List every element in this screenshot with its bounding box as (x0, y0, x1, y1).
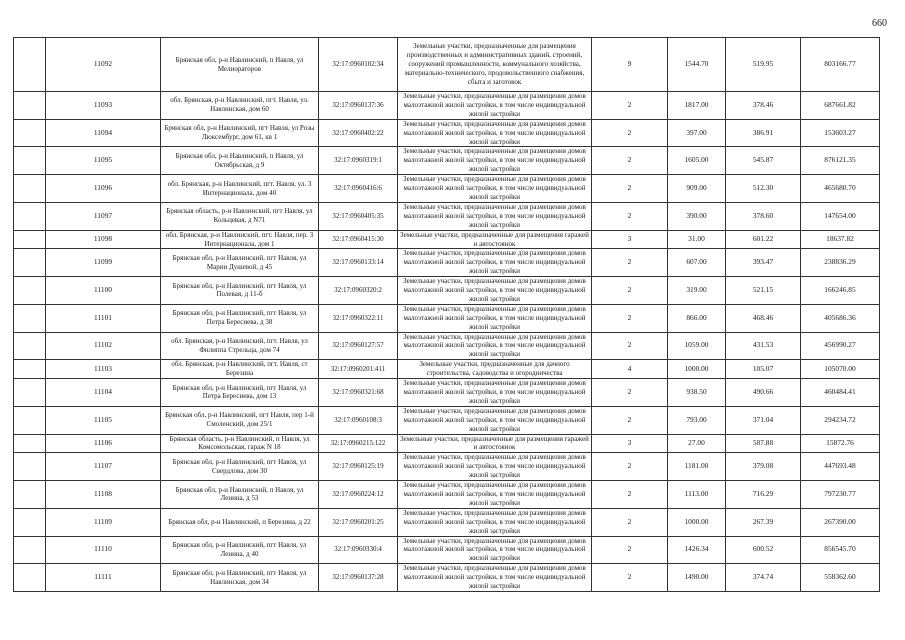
address-cell: Брянская обл, р-н Навлинский, п Навля, ул Октябрьская, д 9 (161, 147, 319, 175)
blank-cell (14, 202, 46, 230)
address-cell: Брянская обл, р-н Навлинский, п Березина, д 22 (161, 508, 319, 536)
table-row (14, 453, 880, 481)
specific-value-cell: 374.74 (726, 564, 801, 592)
area-cell: 319.00 (668, 277, 726, 305)
cadastral-number-cell: 32:17:0960108:3 (319, 406, 398, 434)
area-cell: 397.00 (668, 119, 726, 147)
area-cell: 607.00 (668, 249, 726, 277)
use-group-cell: 2 (592, 202, 668, 230)
cadastral-number-cell: 32:17:0960405:35 (319, 202, 398, 230)
blank-cell (14, 434, 46, 453)
address-cell: обл. Брянская, р-н Навлинский, пгт. Навля, ст Березина (161, 360, 319, 379)
land-use-cell: Земельные участки, предназначенные для размещения домов малоэтажной жилой застройки, в том числе индивидуальной жилой застройки (398, 249, 592, 277)
record-number-cell: 11095 (46, 147, 161, 175)
cadastral-value-cell: 460484.41 (801, 379, 880, 407)
cadastral-number-cell: 32:17:0960224:12 (319, 481, 398, 509)
record-number-cell: 11102 (46, 332, 161, 360)
use-group-cell: 2 (592, 304, 668, 332)
specific-value-cell: 601.22 (726, 230, 801, 249)
address-cell: Брянская обл, р-н Навлинский, пгт Навля, ул Свердлова, дом 30 (161, 453, 319, 481)
area-cell: 1544.70 (668, 38, 726, 92)
area-cell: 1000.00 (668, 360, 726, 379)
land-use-cell: Земельные участки, предназначенные для размещения домов малоэтажной жилой застройки, в том числе индивидуальной жилой застройки (398, 147, 592, 175)
table-row (14, 379, 880, 407)
area-cell: 27.00 (668, 434, 726, 453)
cadastral-number-cell: 32:17:0960402:22 (319, 119, 398, 147)
table-row (14, 508, 880, 536)
cadastral-number-cell: 32:17:0960137:28 (319, 564, 398, 592)
blank-cell (14, 147, 46, 175)
area-cell: 1181.00 (668, 453, 726, 481)
land-use-cell: Земельные участки, предназначенные для размещения домов малоэтажной жилой застройки, в том числе индивидуальной жилой застройки (398, 536, 592, 564)
page-number: 660 (872, 18, 887, 29)
blank-cell (14, 277, 46, 305)
cadastral-number-cell: 32:17:0960322:11 (319, 304, 398, 332)
use-group-cell: 4 (592, 360, 668, 379)
record-number-cell: 11101 (46, 304, 161, 332)
blank-cell (14, 360, 46, 379)
specific-value-cell: 490.66 (726, 379, 801, 407)
use-group-cell: 3 (592, 230, 668, 249)
use-group-cell: 2 (592, 379, 668, 407)
area-cell: 31.00 (668, 230, 726, 249)
table-row (14, 230, 880, 249)
cadastral-value-cell: 105070.00 (801, 360, 880, 379)
specific-value-cell: 378.60 (726, 202, 801, 230)
area-cell: 1113.00 (668, 481, 726, 509)
table-row (14, 202, 880, 230)
record-number-cell: 11111 (46, 564, 161, 592)
record-number-cell: 11104 (46, 379, 161, 407)
cadastral-number-cell: 32:17:0960215:122 (319, 434, 398, 453)
table-row (14, 332, 880, 360)
table-row (14, 119, 880, 147)
record-number-cell: 11110 (46, 536, 161, 564)
cadastral-value-cell: 876121.35 (801, 147, 880, 175)
record-number-cell: 11109 (46, 508, 161, 536)
land-use-cell: Земельные участки, предназначенные для размещения домов малоэтажной жилой застройки, в том числе индивидуальной жилой застройки (398, 453, 592, 481)
blank-cell (14, 508, 46, 536)
use-group-cell: 2 (592, 406, 668, 434)
address-cell: Брянская обл, р-н Навлинский, пгт Навля, ул Ленина, д 40 (161, 536, 319, 564)
use-group-cell: 9 (592, 38, 668, 92)
area-cell: 1426.34 (668, 536, 726, 564)
table-row (14, 360, 880, 379)
table-row (14, 536, 880, 564)
blank-cell (14, 481, 46, 509)
blank-cell (14, 92, 46, 120)
specific-value-cell: 716.29 (726, 481, 801, 509)
specific-value-cell: 379.08 (726, 453, 801, 481)
cadastral-value-cell: 797230.77 (801, 481, 880, 509)
cadastral-value-table (13, 37, 880, 592)
use-group-cell: 3 (592, 434, 668, 453)
land-use-cell: Земельные участки, предназначенные для размещения домов малоэтажной жилой застройки, в том числе индивидуальной жилой застройки (398, 406, 592, 434)
address-cell: Брянская обл, р-н Навлинский, пгт Навля, ул Петра Бересиева, д 38 (161, 304, 319, 332)
land-use-cell: Земельные участки, предназначенные для размещения домов малоэтажной жилой застройки, в том числе индивидуальной жилой застройки (398, 304, 592, 332)
land-use-cell: Земельные участки, предназначенные для размещения домов малоэтажной жилой застройки, в том числе индивидуальной жилой застройки (398, 119, 592, 147)
blank-cell (14, 304, 46, 332)
blank-cell (14, 249, 46, 277)
cadastral-value-cell: 166246.85 (801, 277, 880, 305)
address-cell: обл. Брянская, р-н Навлинский, пгт. Навля, ул. 3 Интернационала, дом 40 (161, 175, 319, 203)
cadastral-number-cell: 32:17:0960320:2 (319, 277, 398, 305)
address-cell: обл. Брянская, р-н Навлинский, пгт. Навля, ул. Навлинская, дом 60 (161, 92, 319, 120)
area-cell: 793.00 (668, 406, 726, 434)
cadastral-value-cell: 856545.70 (801, 536, 880, 564)
blank-cell (14, 536, 46, 564)
address-cell: Брянская обл, р-н Навлинский, п Навля, ул Ленина, д 53 (161, 481, 319, 509)
table-row (14, 277, 880, 305)
specific-value-cell: 105.07 (726, 360, 801, 379)
cadastral-number-cell: 32:17:0960321:68 (319, 379, 398, 407)
table-row (14, 175, 880, 203)
record-number-cell: 11107 (46, 453, 161, 481)
area-cell: 1817.00 (668, 92, 726, 120)
specific-value-cell: 545.87 (726, 147, 801, 175)
area-cell: 938.50 (668, 379, 726, 407)
use-group-cell: 2 (592, 147, 668, 175)
area-cell: 1059.00 (668, 332, 726, 360)
use-group-cell: 2 (592, 119, 668, 147)
land-use-cell: Земельные участки, предназначенные для размещения домов малоэтажной жилой застройки, в том числе индивидуальной жилой застройки (398, 564, 592, 592)
blank-cell (14, 175, 46, 203)
land-use-cell: Земельные участки, предназначенные для размещения домов малоэтажной жилой застройки, в том числе индивидуальной жилой застройки (398, 332, 592, 360)
cadastral-value-cell: 803166.77 (801, 38, 880, 92)
cadastral-value-cell: 147654.00 (801, 202, 880, 230)
specific-value-cell: 267.39 (726, 508, 801, 536)
cadastral-value-cell: 153603.27 (801, 119, 880, 147)
table-row (14, 147, 880, 175)
cadastral-value-cell: 558362.60 (801, 564, 880, 592)
cadastral-value-cell: 465680.70 (801, 175, 880, 203)
use-group-cell: 2 (592, 481, 668, 509)
blank-cell (14, 379, 46, 407)
specific-value-cell: 521.15 (726, 277, 801, 305)
land-use-cell: Земельные участки, предназначенные для размещения гаражей и автостоянок (398, 230, 592, 249)
cadastral-number-cell: 32:17:0960137:36 (319, 92, 398, 120)
record-number-cell: 11096 (46, 175, 161, 203)
address-cell: Брянская обл, р-н Навлинский, пгт Навля, ул Навлинская, дом 34 (161, 564, 319, 592)
cadastral-number-cell: 32:17:0960201:411 (319, 360, 398, 379)
cadastral-value-cell: 18637.82 (801, 230, 880, 249)
address-cell: Брянская обл, р-н Навлинский, пгт Навля, ул Полевая, д 11-б (161, 277, 319, 305)
cadastral-number-cell: 32:17:0960201:25 (319, 508, 398, 536)
blank-cell (14, 564, 46, 592)
land-use-cell: Земельные участки, предназначенные для размещения домов малоэтажной жилой застройки, в том числе индивидуальной жилой застройки (398, 277, 592, 305)
cadastral-value-cell: 447693.48 (801, 453, 880, 481)
land-use-cell: Земельные участки, предназначенные для размещения гаражей и автостоянок (398, 434, 592, 453)
table-row (14, 406, 880, 434)
land-use-cell: Земельные участки, предназначенные для размещения домов малоэтажной жилой застройки, в том числе индивидуальной жилой застройки (398, 481, 592, 509)
address-cell: Брянская обл, р-н Навлинский, п Навля, ул Мелиораторов (161, 38, 319, 92)
address-cell: Брянская область, р-н Навлинский, пгт Навля, ул Кольцевая, д N71 (161, 202, 319, 230)
table-row (14, 304, 880, 332)
area-cell: 1605.00 (668, 147, 726, 175)
record-number-cell: 11097 (46, 202, 161, 230)
area-cell: 1490.00 (668, 564, 726, 592)
area-cell: 390.00 (668, 202, 726, 230)
cadastral-number-cell: 32:17:0960416:6 (319, 175, 398, 203)
address-cell: Брянская область, р-н Навлинский, п Навля, ул Комсомольская, гараж N 18 (161, 434, 319, 453)
table-row (14, 481, 880, 509)
table-row (14, 38, 880, 92)
address-cell: Брянская обл, р-н Навлинский, пгт Навля, ул Розы Люксембург, дом 61, кв 1 (161, 119, 319, 147)
record-number-cell: 11093 (46, 92, 161, 120)
specific-value-cell: 600.52 (726, 536, 801, 564)
specific-value-cell: 512.30 (726, 175, 801, 203)
specific-value-cell: 431.53 (726, 332, 801, 360)
blank-cell (14, 230, 46, 249)
specific-value-cell: 393.47 (726, 249, 801, 277)
table-row (14, 92, 880, 120)
specific-value-cell: 519.95 (726, 38, 801, 92)
use-group-cell: 2 (592, 92, 668, 120)
land-use-cell: Земельные участки, предназначенные для дачного строительства, садоводства и огородничества (398, 360, 592, 379)
cadastral-value-cell: 294234.72 (801, 406, 880, 434)
cadastral-value-cell: 687661.82 (801, 92, 880, 120)
record-number-cell: 11092 (46, 38, 161, 92)
land-use-cell: Земельные участки, предназначенные для размещения домов малоэтажной жилой застройки, в том числе индивидуальной жилой застройки (398, 92, 592, 120)
blank-cell (14, 38, 46, 92)
use-group-cell: 2 (592, 175, 668, 203)
use-group-cell: 2 (592, 564, 668, 592)
area-cell: 1000.00 (668, 508, 726, 536)
record-number-cell: 11100 (46, 277, 161, 305)
table-row (14, 434, 880, 453)
use-group-cell: 2 (592, 536, 668, 564)
cadastral-number-cell: 32:17:0960127:57 (319, 332, 398, 360)
area-cell: 866.00 (668, 304, 726, 332)
record-number-cell: 11094 (46, 119, 161, 147)
cadastral-number-cell: 32:17:0960102:34 (319, 38, 398, 92)
use-group-cell: 2 (592, 453, 668, 481)
blank-cell (14, 406, 46, 434)
specific-value-cell: 587.88 (726, 434, 801, 453)
table-row (14, 564, 880, 592)
address-cell: Брянская обл, р-н Навлинский, пгт Навля, пер 1-й Смоленский, дом 25/1 (161, 406, 319, 434)
land-use-cell: Земельные участки, предназначенные для размещения производственных и административных зданий, строений, сооружений промышленности, коммунального хозяйства, материально-технического, продовольственного снабжения, сбыта и заготовок (398, 38, 592, 92)
land-use-cell: Земельные участки, предназначенные для размещения домов малоэтажной жилой застройки, в том числе индивидуальной жилой застройки (398, 202, 592, 230)
land-use-cell: Земельные участки, предназначенные для размещения домов малоэтажной жилой застройки, в том числе индивидуальной жилой застройки (398, 508, 592, 536)
address-cell: обл. Брянская, р-н Навлинский, пгт. Навля, пер. 3 Интернационала, дом 1 (161, 230, 319, 249)
specific-value-cell: 371.04 (726, 406, 801, 434)
address-cell: Брянская обл, р-н Навлинский, пгт Навля, ул Марии Душевой, д 45 (161, 249, 319, 277)
address-cell: Брянская обл, р-н Навлинский, пгт Навля, ул Петра Бересиева, дом 13 (161, 379, 319, 407)
blank-cell (14, 332, 46, 360)
blank-cell (14, 119, 46, 147)
cadastral-value-cell: 15872.76 (801, 434, 880, 453)
record-number-cell: 11106 (46, 434, 161, 453)
record-number-cell: 11105 (46, 406, 161, 434)
blank-cell (14, 453, 46, 481)
record-number-cell: 11099 (46, 249, 161, 277)
cadastral-value-cell: 456990.27 (801, 332, 880, 360)
record-number-cell: 11098 (46, 230, 161, 249)
cadastral-number-cell: 32:17:0960330:4 (319, 536, 398, 564)
record-number-cell: 11108 (46, 481, 161, 509)
use-group-cell: 2 (592, 277, 668, 305)
land-use-cell: Земельные участки, предназначенные для размещения домов малоэтажной жилой застройки, в том числе индивидуальной жилой застройки (398, 379, 592, 407)
use-group-cell: 2 (592, 249, 668, 277)
specific-value-cell: 378.46 (726, 92, 801, 120)
cadastral-value-cell: 238836.29 (801, 249, 880, 277)
cadastral-value-cell: 267390.00 (801, 508, 880, 536)
cadastral-value-cell: 405686.36 (801, 304, 880, 332)
cadastral-number-cell: 32:17:0960133:14 (319, 249, 398, 277)
record-number-cell: 11103 (46, 360, 161, 379)
table-row (14, 249, 880, 277)
use-group-cell: 2 (592, 508, 668, 536)
specific-value-cell: 386.91 (726, 119, 801, 147)
area-cell: 909.00 (668, 175, 726, 203)
specific-value-cell: 468.46 (726, 304, 801, 332)
cadastral-number-cell: 32:17:0960415:30 (319, 230, 398, 249)
use-group-cell: 2 (592, 332, 668, 360)
address-cell: обл. Брянская, р-н Навлинский, пгт. Навля, ул Филиппа Стрельца, дом 74 (161, 332, 319, 360)
cadastral-number-cell: 32:17:0960319:1 (319, 147, 398, 175)
land-use-cell: Земельные участки, предназначенные для размещения домов малоэтажной жилой застройки, в том числе индивидуальной жилой застройки (398, 175, 592, 203)
cadastral-number-cell: 32:17:0960125:19 (319, 453, 398, 481)
